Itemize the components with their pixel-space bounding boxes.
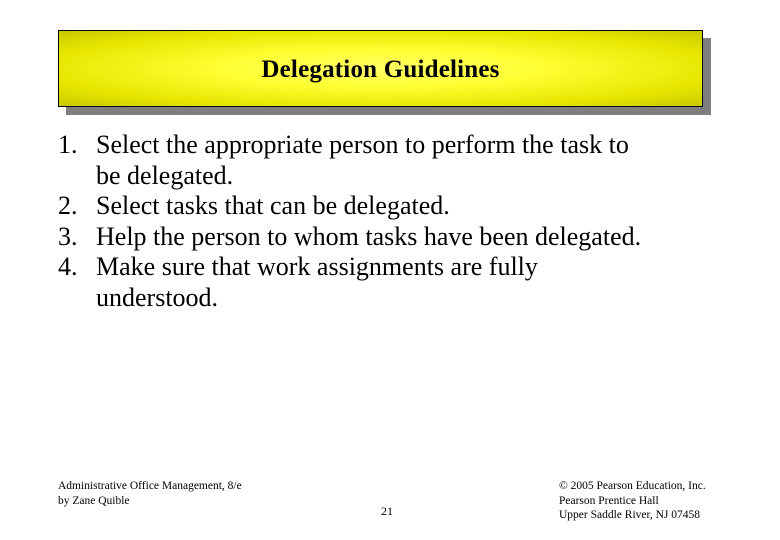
footer-book-info [58, 479, 242, 509]
list-item-number: 1. [58, 130, 78, 159]
list-item-text: Help the person to whom tasks have been delegated. [96, 221, 642, 251]
footer-author: by Zane Quible [58, 495, 130, 507]
footer-copyright: © 2005 Pearson Education, Inc. [559, 480, 706, 492]
page-number: 21 [381, 504, 393, 518]
guidelines-list [0, 130, 780, 313]
list-item [0, 130, 656, 191]
list-item-number: 4. [58, 252, 78, 281]
footer-book-title: Administrative Office Management, 8/e [58, 480, 242, 492]
slide-title: Delegation Guidelines [261, 55, 500, 83]
list-item-text: Select the appropriate person to perform the task to be delegated. [96, 130, 629, 190]
title-box [58, 30, 703, 107]
footer-address: Upper Saddle River, NJ 07458 [559, 509, 701, 521]
list-item [0, 191, 656, 222]
footer-copyright-info [559, 479, 706, 523]
list-item-text: Select tasks that can be delegated. [96, 191, 450, 220]
list-item-text: Make sure that work assignments are fully understood. [96, 252, 538, 312]
list-item [0, 252, 656, 313]
list-item [0, 222, 656, 253]
footer-publisher: Pearson Prentice Hall [559, 494, 659, 507]
list-item-number: 3. [58, 221, 78, 251]
list-item-number: 2. [58, 191, 78, 220]
